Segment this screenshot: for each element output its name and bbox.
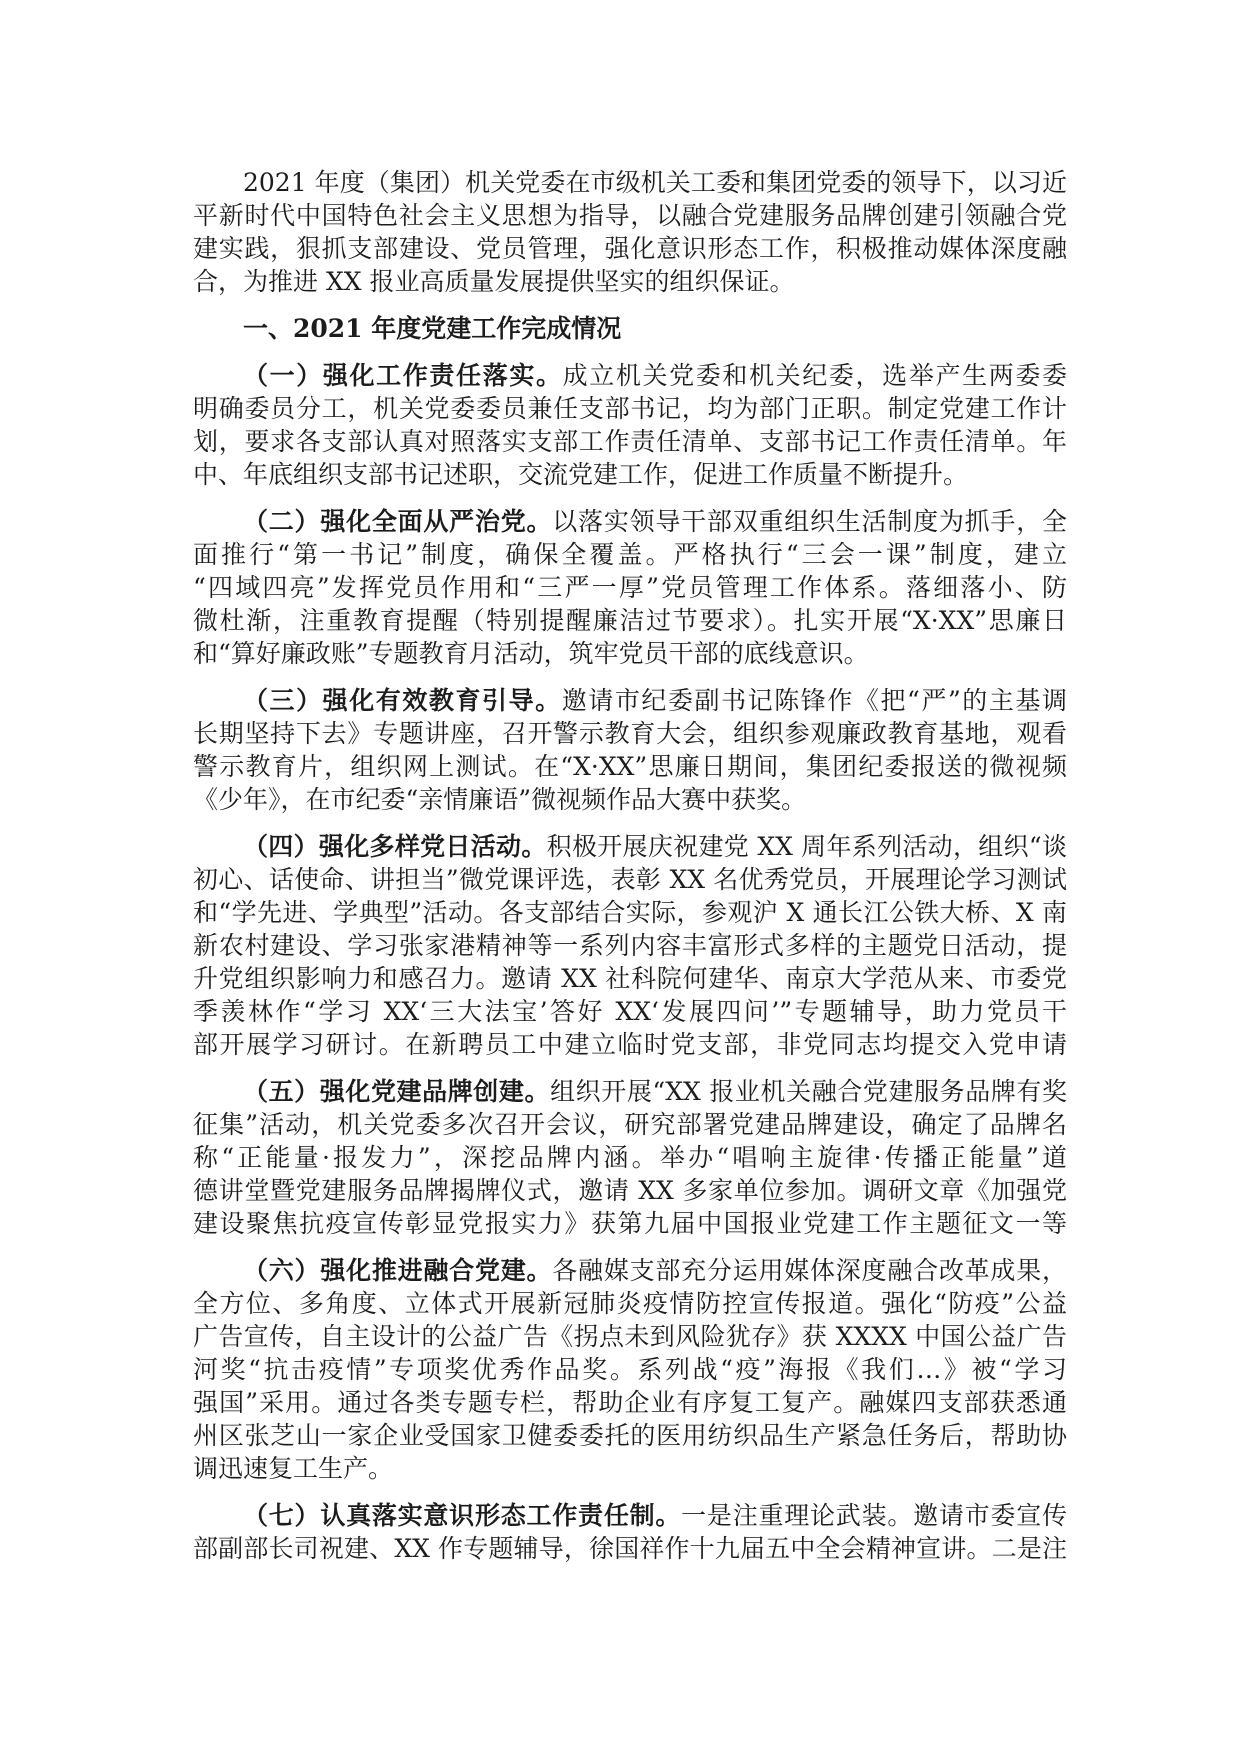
text-line [193, 265, 1067, 298]
line-text: 合，为推进 XX 报业高质量发展提供坚实的组织保证。 [193, 267, 795, 296]
line-text: “四域四亮”发挥党员作用和“三严一厚”党员管理工作体系。落细落小、防 [193, 573, 1067, 602]
line-text: 面推行“第一书记”制度，确保全覆盖。严格执行“三会一课”制度，建立 [193, 540, 1067, 569]
line-text: 警示教育片，组织网上测试。在“X·XX”思廉日期间，集团纪委报送的微视频 [193, 752, 1067, 781]
text-line [193, 995, 1067, 1028]
text-line [193, 1108, 1067, 1141]
text-line [193, 1254, 1067, 1287]
section-heading [193, 312, 1067, 345]
line-text: 季羡林作“学习 XX‘三大法宝’答好 XX‘发展四问’”专题辅导，助力党员干 [193, 997, 1067, 1026]
text-line [193, 929, 1067, 962]
line-text: 新农村建设、学习张家港精神等一系列内容丰富形式多样的主题党日活动，提 [193, 931, 1067, 960]
paragraph-lead-title: （五）强化党建品牌创建。 [243, 1077, 551, 1106]
line-text: 组织开展“XX 报业机关融合党建服务品牌有奖 [550, 1077, 1067, 1106]
line-text: 强国”采用。通过各类专题专栏，帮助企业有序复工复产。融媒四支部获悉通 [193, 1388, 1067, 1417]
line-text: 升党组织影响力和感召力。邀请 XX 社科院何建华、南京大学范从来、市委党 [193, 964, 1067, 993]
paragraph [193, 1075, 1067, 1240]
line-text: 划，要求各支部认真对照落实支部工作责任清单、支部书记工作责任清单。年 [193, 427, 1067, 456]
text-line [193, 783, 1067, 816]
paragraph [193, 505, 1067, 670]
paragraph [193, 1254, 1067, 1485]
line-text: 调迅速复工生产。 [193, 1454, 394, 1483]
line-text: 河奖“抗击疫情”专项奖优秀作品奖。系列战“疫”海报《我们…》被“学习 [193, 1355, 1067, 1384]
text-line [193, 166, 1067, 199]
paragraph-lead-title: （七）认真落实意识形态工作责任制。 [243, 1501, 682, 1530]
line-text: 成立机关党委和机关纪委，选举产生两委委 [562, 361, 1067, 390]
text-line [193, 538, 1067, 571]
text-line [193, 232, 1067, 265]
paragraph-lead-title: （四）强化多样党日活动。 [243, 832, 547, 861]
line-text: 初心、话使命、讲担当”微党课评选，表彰 XX 名优秀党员，开展理论学习测试 [193, 865, 1067, 894]
paragraph [193, 830, 1067, 1061]
text-line [193, 1075, 1067, 1108]
line-text: 建设聚焦抗疫宣传彰显党报实力》获第九届中国报业党建工作主题征文一等 [193, 1209, 1067, 1238]
line-text: 和“算好廉政账”专题教育月活动，筑牢党员干部的底线意识。 [193, 639, 869, 668]
text-line [193, 1452, 1067, 1485]
line-text: 部副部长司祝建、XX 作专题辅导，徐国祥作十九届五中全会精神宣讲。二是注 [193, 1534, 1067, 1563]
line-text: 广告宣传，自主设计的公益广告《拐点未到风险犹存》获 XXXX 中国公益广告 [193, 1322, 1067, 1351]
line-text: 邀请市纪委副书记陈锋作《把“严”的主基调 [561, 686, 1067, 715]
paragraph-lead-title: （一）强化工作责任落实。 [243, 361, 563, 390]
text-line [193, 750, 1067, 783]
line-text: 征集”活动，机关党委多次召开会议，研究部署党建品牌建设，确定了品牌名 [193, 1110, 1067, 1139]
line-text: 以落实领导干部双重组织生活制度为抓手，全 [552, 507, 1067, 536]
paragraph [193, 166, 1067, 298]
line-text: 各融媒支部充分运用媒体深度融合改革成果， [552, 1256, 1067, 1285]
line-text: 一是注重理论武装。邀请市委宣传 [681, 1501, 1067, 1530]
line-text: 微杜渐，注重教育提醒（特别提醒廉洁过节要求）。扎实开展“X·XX”思廉日 [193, 606, 1067, 635]
text-line [193, 1174, 1067, 1207]
text-line [193, 1207, 1067, 1240]
text-line [193, 604, 1067, 637]
line-text: 2021 年度（集团）机关党委在市级机关工委和集团党委的领导下，以习近 [243, 168, 1067, 197]
text-line [193, 637, 1067, 670]
text-line [193, 425, 1067, 458]
line-text: 《少年》，在市纪委“亲情廉语”微视频作品大赛中获奖。 [193, 785, 807, 814]
line-text: 明确委员分工，机关党委委员兼任支部书记，均为部门正职。制定党建工作计 [193, 394, 1067, 423]
paragraph-lead-title: （六）强化推进融合党建。 [243, 1256, 553, 1285]
line-text: 德讲堂暨党建服务品牌揭牌仪式，邀请 XX 多家单位参加。调研文章《加强党 [193, 1176, 1067, 1205]
text-line [193, 571, 1067, 604]
text-line [193, 458, 1067, 491]
text-line [193, 1320, 1067, 1353]
text-line [193, 684, 1067, 717]
text-line [193, 1532, 1067, 1565]
text-line [193, 359, 1067, 392]
text-line [193, 392, 1067, 425]
text-line [193, 962, 1067, 995]
text-line [193, 505, 1067, 538]
line-text: 平新时代中国特色社会主义思想为指导，以融合党建服务品牌创建引领融合党 [193, 201, 1067, 230]
text-line [193, 1386, 1067, 1419]
line-text: 和“学先进、学典型”活动。各支部结合实际，参观沪 X 通长江公铁大桥、X 南 [193, 898, 1067, 927]
text-line [193, 1353, 1067, 1386]
paragraph-lead-title: （三）强化有效教育引导。 [243, 686, 562, 715]
text-line [193, 1419, 1067, 1452]
line-text: 称“正能量·报发力”，深挖品牌内涵。举办“唱响主旋律·传播正能量”道 [193, 1143, 1067, 1172]
paragraph [193, 1499, 1067, 1565]
line-text: 长期坚持下去》专题讲座，召开警示教育大会，组织参观廉政教育基地，观看 [193, 719, 1067, 748]
text-line [193, 1287, 1067, 1320]
text-line [193, 863, 1067, 896]
paragraph-lead-title: （二）强化全面从严治党。 [243, 507, 553, 536]
text-line [193, 896, 1067, 929]
line-text: 建实践，狠抓支部建设、党员管理，强化意识形态工作，积极推动媒体深度融 [193, 234, 1067, 263]
paragraph [193, 359, 1067, 491]
line-text: 全方位、多角度、立体式开展新冠肺炎疫情防控宣传报道。强化“防疫”公益 [193, 1289, 1067, 1318]
text-line [193, 1499, 1067, 1532]
line-text: 中、年底组织支部书记述职，交流党建工作，促进工作质量不断提升。 [193, 460, 969, 489]
text-line [193, 717, 1067, 750]
text-line [193, 1141, 1067, 1174]
paragraph [193, 684, 1067, 816]
text-line [193, 312, 1067, 345]
text-line [193, 199, 1067, 232]
text-line [193, 1028, 1067, 1061]
line-text: 州区张芝山一家企业受国家卫健委委托的医用纺织品生产紧急任务后，帮助协 [193, 1421, 1067, 1450]
line-text: 部开展学习研讨。在新聘员工中建立临时党支部，非党同志均提交入党申请 [193, 1030, 1067, 1059]
document-page [193, 166, 1067, 1565]
line-text: 积极开展庆祝建党 XX 周年系列活动，组织“谈 [546, 832, 1067, 861]
line-text: 一、2021 年度党建工作完成情况 [243, 314, 622, 343]
text-line [193, 830, 1067, 863]
